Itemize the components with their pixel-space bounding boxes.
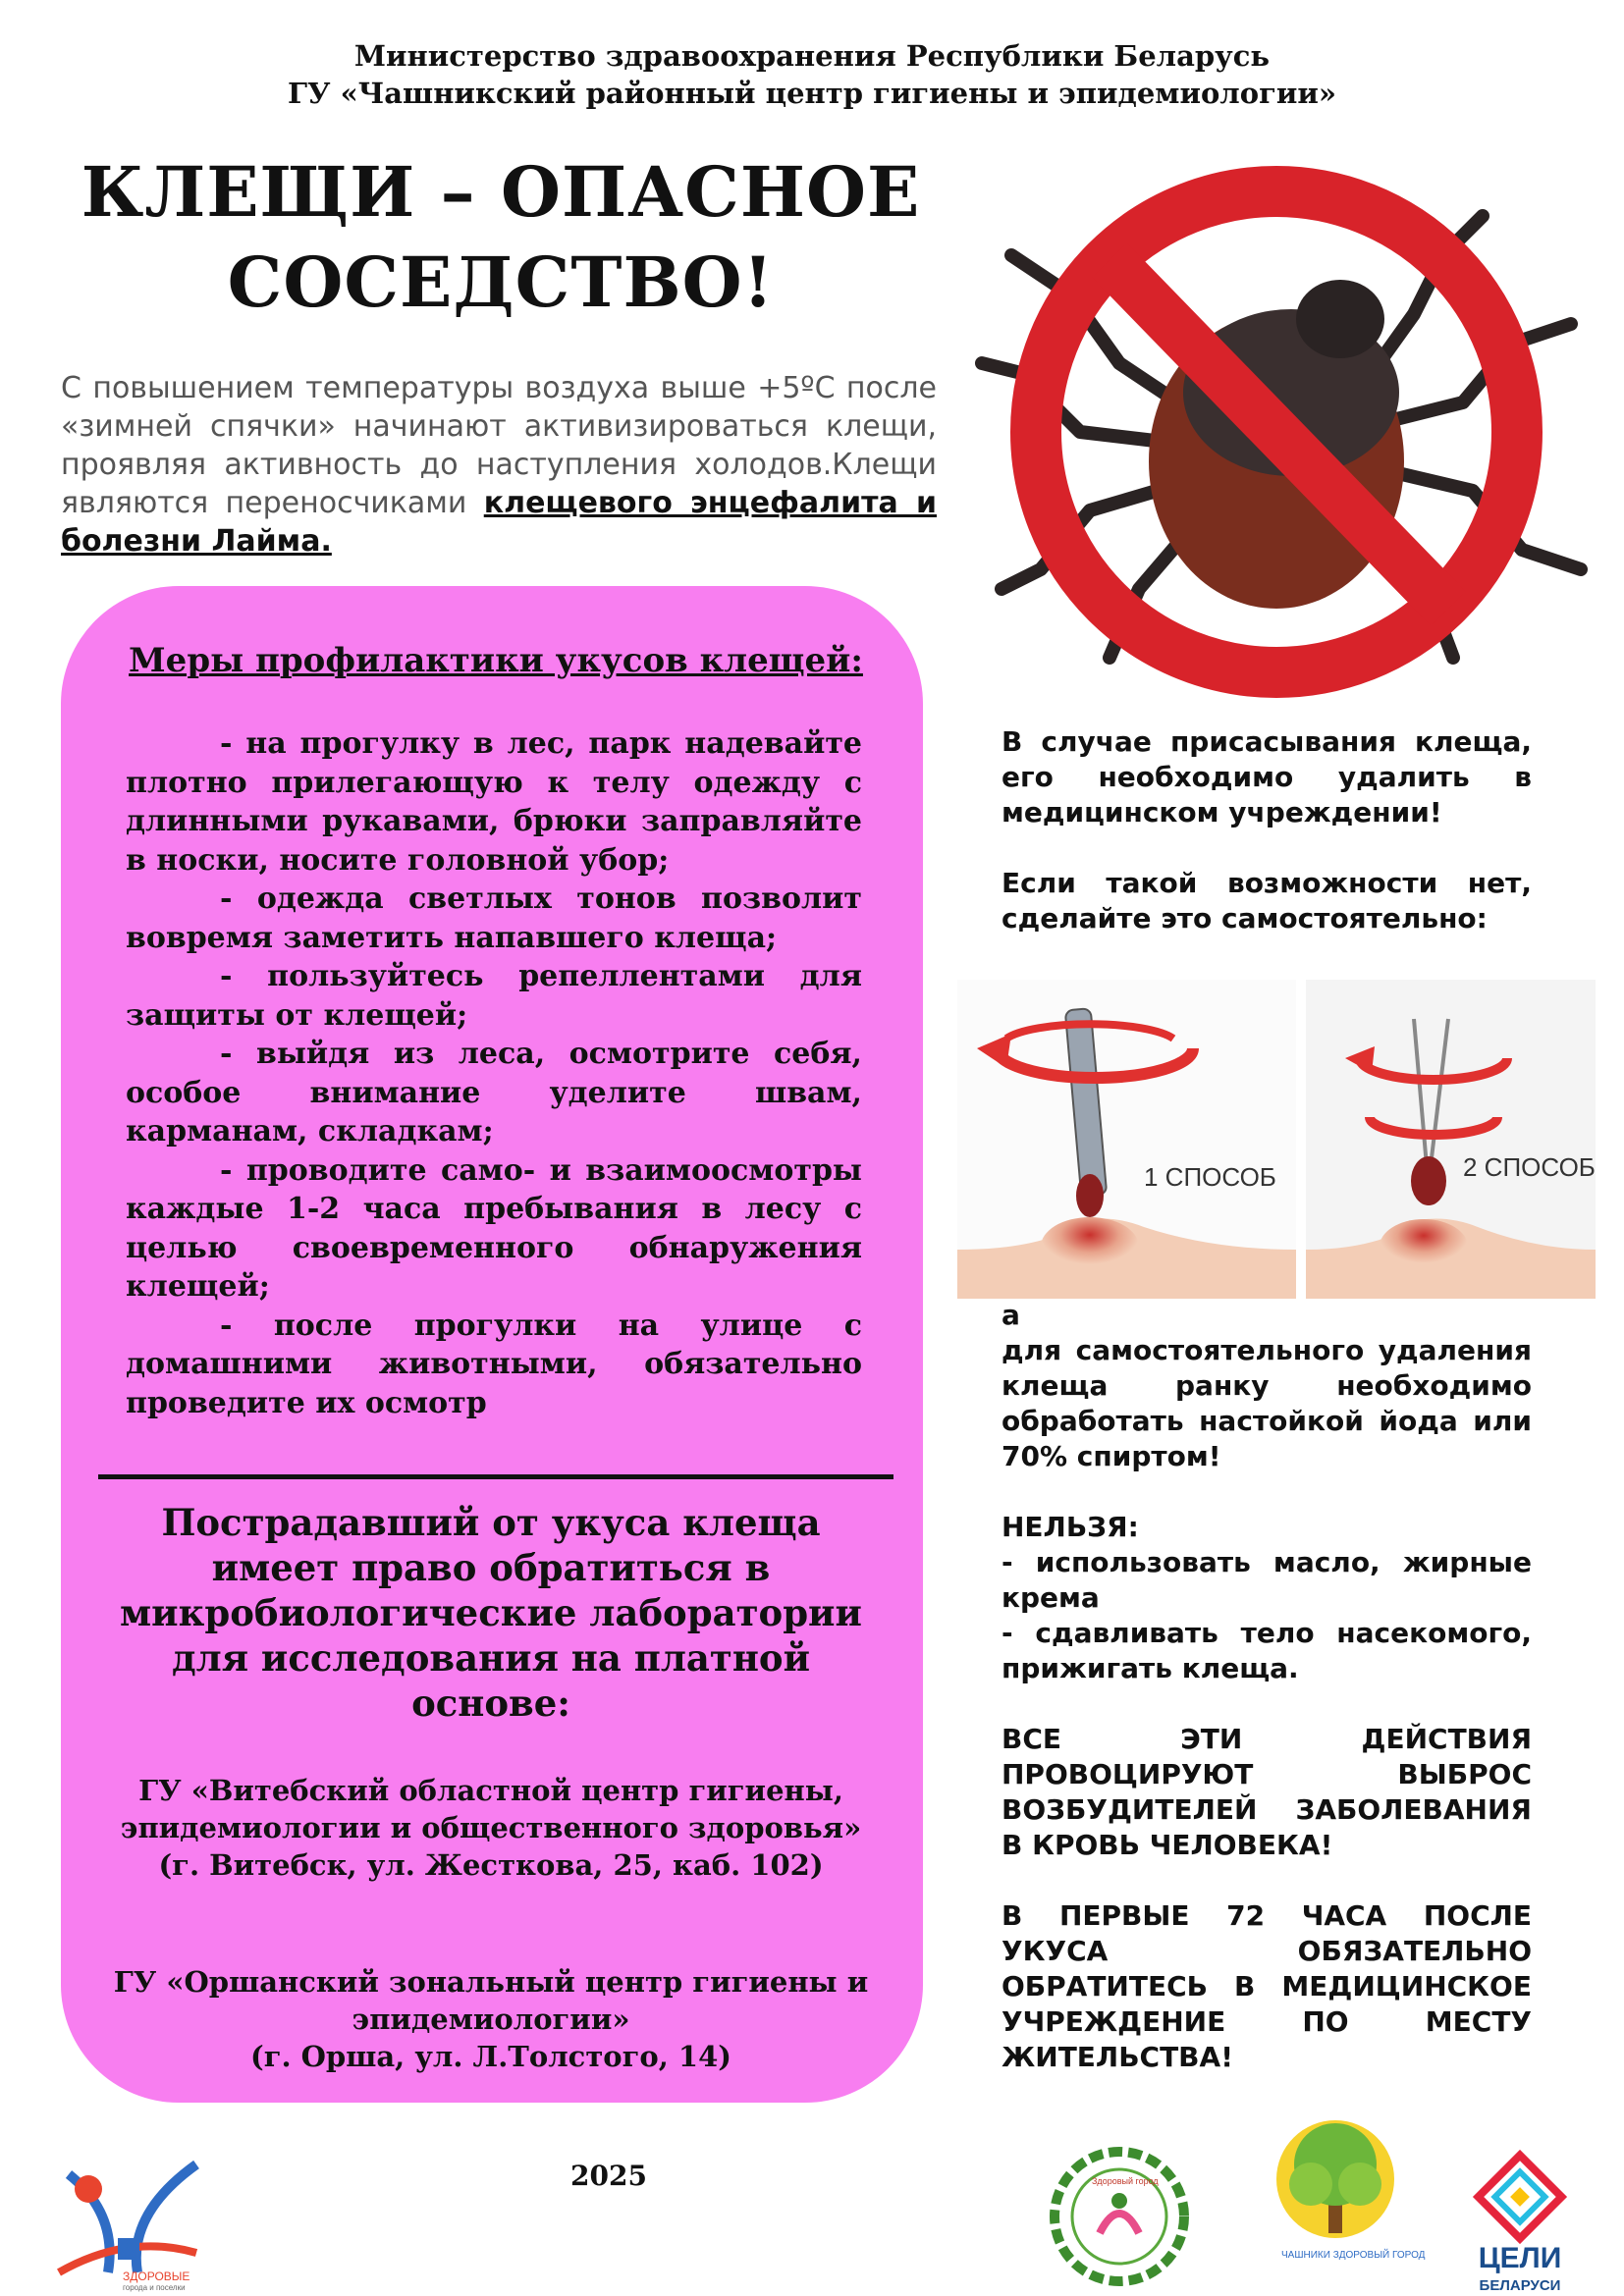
letter-a: а (1001, 1299, 1020, 1331)
tick-removal-methods-icon (957, 970, 1596, 1299)
lab-vitebsk-address: (г. Витебск, ул. Жесткова, 25, каб. 102) (158, 1848, 824, 1882)
svg-text:ЗДОРОВЫЕ: ЗДОРОВЫЕ (123, 2269, 190, 2283)
list-item: - одежда светлых тонов позволит вовремя заметить напавшего клеща; (126, 881, 862, 955)
lab-orsha-address: (г. Орша, ул. Л.Толстого, 14) (249, 2040, 732, 2073)
lab-orsha-name: ГУ «Оршанский зональный центр гигиены и эпидемиологии» (113, 1965, 869, 2036)
svg-text:ЧАШНИКИ ЗДОРОВЫЙ ГОРОД: ЧАШНИКИ ЗДОРОВЫЙ ГОРОД (1281, 2250, 1426, 2261)
svg-text:БЕЛАРУСИ: БЕЛАРУСИ (1479, 2277, 1561, 2294)
forbidden-item: - использовать масло, жирные крема (1001, 1546, 1532, 1614)
healthy-city-wreath-logo-icon (1041, 2140, 1198, 2292)
healthy-cities-logo-icon (49, 2155, 206, 2292)
urgent-text: В ПЕРВЫЕ 72 ЧАСА ПОСЛЕ УКУСА ОБЯЗАТЕЛЬНО ОБРАТИТЕСЬ В МЕДИЦИНСКОЕ УЧРЕЖДЕНИЕ ПО МЕСТУ ЖИТЕЛЬСТВА! (1001, 1899, 1532, 2073)
ministry-header (0, 37, 1624, 112)
svg-text:города и поселки: города и поселки (123, 2283, 186, 2292)
lab-orsha (98, 1963, 884, 2075)
sustainable-development-goals-logo-icon (1451, 2148, 1589, 2295)
forbidden-item: - сдавливать тело насекомого, прижигать клеща. (1001, 1617, 1532, 1684)
tick-prohibited-icon (952, 147, 1600, 697)
after-removal-section (1001, 1298, 1532, 2075)
section-divider (98, 1474, 893, 1479)
svg-text:ЦЕЛИ: ЦЕЛИ (1478, 2242, 1562, 2274)
prevention-list (126, 724, 862, 1422)
method-2-label: 2 СПОСОБ (1463, 1152, 1596, 1182)
page-title (59, 147, 943, 328)
forbidden-title: НЕЛЬЗЯ: (1001, 1511, 1139, 1543)
self-removal-text: Если такой возможности нет, сделайте это самостоятельно: (1001, 867, 1532, 934)
intro-paragraph (61, 369, 937, 561)
removal-advice (1001, 724, 1532, 936)
removal-advice-text: В случае присасывания клеща, его необходимо удалить в медицинском учреждении! (1001, 725, 1532, 828)
lab-vitebsk-name: ГУ «Витебский областной центр гигиены, эпидемиологии и общественного здоровья» (120, 1774, 862, 1844)
prevention-title: Меры профилактики укусов клещей: (129, 641, 863, 680)
title-line-1: КЛЕЩИ – ОПАСНОЕ (81, 151, 921, 233)
intro-highlight: клещевого энцефалита и болезни Лайма. (61, 486, 937, 559)
year-label: 2025 (570, 2160, 647, 2192)
chashniki-healthy-city-logo-icon (1262, 2110, 1426, 2277)
victim-rights-text: Пострадавший от укуса клеща имеет право обратиться в микробиологические лаборатории для исследования на платной основе: (120, 1501, 862, 1725)
center-line: ГУ «Чашникский районный центр гигиены и эпидемиологии» (287, 77, 1337, 110)
svg-text:Здоровый город: Здоровый город (1092, 2176, 1159, 2186)
intro-text: С повышением температуры воздуха выше +5ºС после «зимней спячки» начинают активизироваться клещи, проявляя активность до наступления холодов.Клещи являются переносчиками (61, 371, 937, 520)
lab-vitebsk (98, 1772, 884, 1884)
warning-text: ВСЕ ЭТИ ДЕЙСТВИЯ ПРОВОЦИРУЮТ ВЫБРОС ВОЗБУДИТЕЛЕЙ ЗАБОЛЕВАНИЯ В КРОВЬ ЧЕЛОВЕКА! (1001, 1723, 1532, 1861)
list-item: - на прогулку в лес, парк надевайте плотно прилегающую к телу одежду с длинными рукавами, брюки заправляйте в носки, носите головной убор; (126, 726, 862, 878)
list-item: - пользуйтесь репеллентами для защиты от клещей; (126, 959, 862, 1033)
list-item: - выйдя из леса, осмотрите себя, особое внимание уделите швам, карманам, складкам; (126, 1037, 862, 1148)
wound-treatment-text: для самостоятельного удаления клеща ранку необходимо обработать настойкой йода или 70% спиртом! (1001, 1334, 1532, 1472)
list-item: - после прогулки на улице с домашними животными, обязательно проведите их осмотр (126, 1308, 862, 1420)
ministry-line: Министерство здравоохранения Республики Беларусь (353, 39, 1271, 73)
title-line-2: СОСЕДСТВО! (227, 241, 775, 323)
list-item: - проводите само- и взаимоосмотры каждые 1-2 часа пребывания в лесу с целью своевременного обнаружения клещей; (126, 1152, 862, 1304)
method-1-label: 1 СПОСОБ (1144, 1162, 1276, 1192)
